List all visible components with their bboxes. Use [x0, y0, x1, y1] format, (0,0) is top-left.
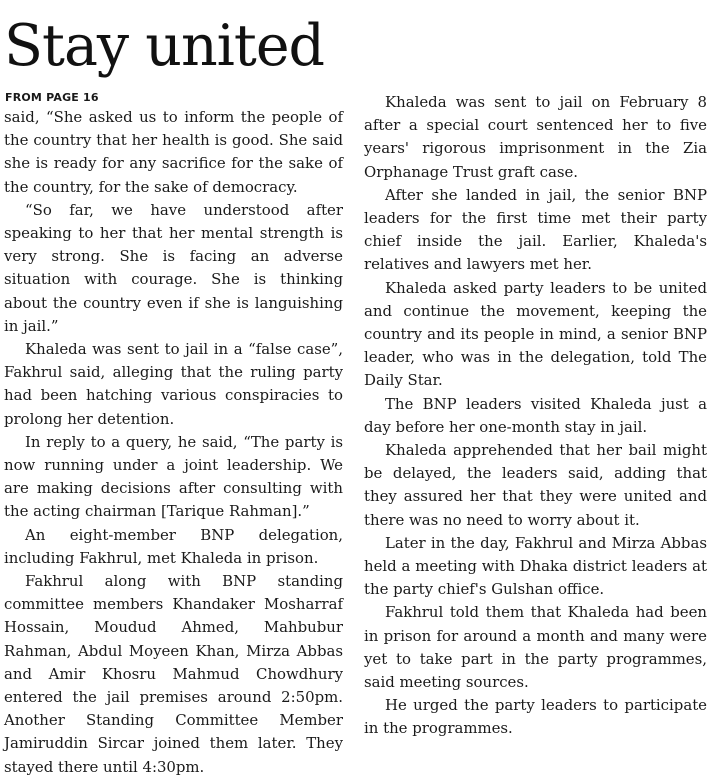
paragraph: Fakhrul told them that Khaleda had been in prison for around a month and many were yet to take part in the party programmes, said meeting sources. [364, 603, 707, 692]
paragraph: Fakhrul along with BNP standing committee members Khandaker Mosharraf Hossain, Moudud Ahmed, Mahbubur Rahman, Abdul Moyeen Khan, Mirza Abbas and Amir Khosru Mahmud Chowdhury entered the jail premises around 2:50pm. Another Standing Committee Member Jamiruddin Sircar joined them later. They stayed there until 4:30pm. [4, 572, 343, 776]
paragraph: An eight-member BNP delegation, including Fakhrul, met Khaleda in prison. [4, 525, 343, 567]
left-column [4, 106, 343, 779]
right-column [364, 91, 707, 741]
paragraph: He urged the party leaders to participate in the programmes. [364, 696, 707, 738]
paragraph: “So far, we have understood after speaking to her that her mental strength is very strong. She is facing an adverse situation with courage. She is thinking about the country even if she is languishing in jail.” [4, 200, 343, 335]
paragraph: In reply to a query, he said, “The party is now running under a joint leadership. We are making decisions after consulting with the acting chairman [Tarique Rahman].” [4, 432, 343, 521]
paragraph: Khaleda was sent to jail in a “false case”, Fakhrul said, alleging that the ruling party had been hatching various conspiracies to prolong her detention. [4, 340, 343, 428]
headline: Stay united [4, 13, 325, 79]
paragraph: Khaleda asked party leaders to be united and continue the movement, keeping the country and its people in mind, a senior BNP leader, who was in the delegation, told The Daily Star. [364, 278, 707, 390]
paragraph: Khaleda was sent to jail on February 8 after a special court sentenced her to five years' rigorous imprisonment in the Zia Orphanage Trust graft case. [364, 93, 707, 181]
paragraph: Khaleda apprehended that her bail might be delayed, the leaders said, adding that they assured her that they were united and there was no need to worry about it. [364, 441, 707, 529]
paragraph: said, “She asked us to inform the people of the country that her health is good. She said she is ready for any sacrifice for the sake of the country, for the sake of democracy. [4, 108, 343, 196]
paragraph: Later in the day, Fakhrul and Mirza Abbas held a meeting with Dhaka district leaders at the party chief's Gulshan office. [364, 533, 707, 599]
paragraph: After she landed in jail, the senior BNP leaders for the first time met their party chief inside the jail. Earlier, Khaleda's relatives and lawyers met her. [364, 185, 707, 274]
continuation-label: FROM PAGE 16 [5, 91, 99, 104]
paragraph: The BNP leaders visited Khaleda just a day before her one-month stay in jail. [364, 394, 707, 436]
